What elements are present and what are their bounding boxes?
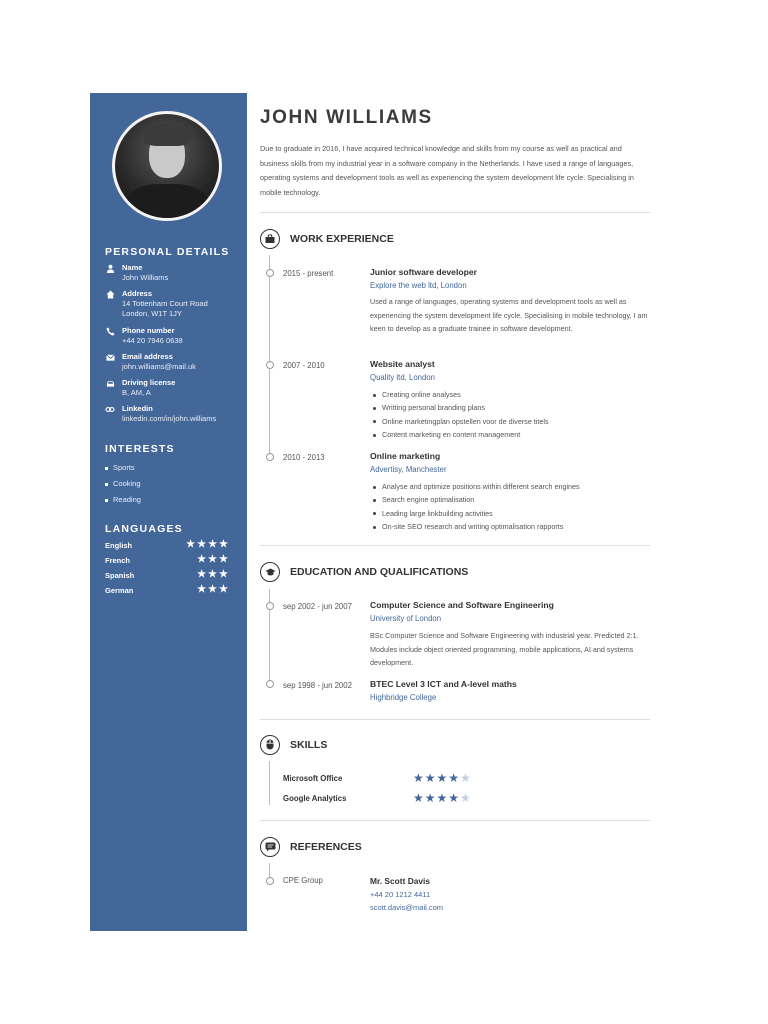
list-item: Writting personal branding plans — [370, 401, 549, 414]
skill-name: Microsoft Office — [283, 774, 343, 783]
timeline-line — [269, 761, 270, 805]
detail-label: Email address — [122, 352, 173, 361]
education-description: BSc Computer Science and Software Engineering with industrial year. Predicted 2:1. Modules include object oriented programming, mobile applications, AI and systems development. — [370, 631, 639, 667]
job-bullets — [370, 388, 549, 442]
detail-value: 14 Tottenham Court Road London, W1T 1JY — [122, 299, 208, 318]
email-icon — [105, 353, 115, 363]
interest-item: Reading — [105, 495, 141, 504]
reference-phone: +44 20 1212 4411 — [370, 890, 431, 899]
job-title: Junior software developer — [370, 267, 477, 277]
language-row — [105, 556, 230, 565]
work-experience-title: WORK EXPERIENCE — [290, 233, 394, 245]
skill-stars-on: ★★★★ — [413, 771, 461, 785]
language-name: French — [105, 556, 131, 565]
detail-label: Address — [122, 289, 153, 298]
education-school: University of London — [370, 614, 442, 623]
detail-value: +44 20 7946 0638 — [122, 336, 183, 345]
timeline-dot — [266, 361, 274, 369]
job-company: Advertisy, Manchester — [370, 465, 447, 474]
job-title: Online marketing — [370, 451, 441, 461]
list-item: Search engine optimalisation — [370, 493, 580, 506]
language-name: English — [105, 541, 133, 550]
education-school: Highbridge College — [370, 693, 437, 702]
job-bullets — [370, 480, 580, 534]
job-description: Used a range of languages, operating systems and development tools as well as experiencing the system development life cycle. Specialising in mobile technology, I am keen to develop as a graduate trainee in software development. — [370, 297, 648, 333]
car-icon — [105, 379, 115, 389]
education-title: Computer Science and Software Engineering — [370, 600, 554, 610]
language-row — [105, 541, 230, 550]
interest-item: Sports — [105, 463, 135, 472]
timeline-dot — [266, 269, 274, 277]
language-name: German — [105, 586, 134, 595]
timeline-dot — [266, 877, 274, 885]
interest-item: Cooking — [105, 479, 141, 488]
timeline-dot — [266, 453, 274, 461]
skill-stars-off: ★ — [460, 771, 472, 785]
skills-title: SKILLS — [290, 739, 328, 751]
job-title: Website analyst — [370, 359, 435, 369]
education-date: sep 2002 - jun 2007 — [283, 602, 352, 611]
references-title: REFERENCES — [290, 841, 362, 853]
briefcase-icon — [260, 229, 280, 249]
personal-details-title: PERSONAL DETAILS — [105, 246, 230, 258]
sidebar — [90, 93, 247, 931]
languages-title: LANGUAGES — [105, 523, 183, 535]
resume-page — [90, 93, 650, 931]
interests-title: INTERESTS — [105, 443, 175, 455]
reference-name: Mr. Scott Davis — [370, 876, 431, 886]
detail-label: Linkedin — [122, 404, 153, 413]
job-date: 2015 - present — [283, 269, 334, 278]
reference-org: CPE Group — [283, 876, 323, 885]
list-item: Analyse and optimize positions within different search engines — [370, 480, 580, 493]
list-item: Creating online analyses — [370, 388, 549, 401]
speech-bubble-icon — [260, 837, 280, 857]
divider — [260, 820, 650, 821]
detail-label: Name — [122, 263, 143, 272]
skill-stars-on: ★★★★ — [413, 791, 461, 805]
phone-icon — [105, 327, 115, 337]
skill-name: Google Analytics — [283, 794, 347, 803]
detail-label: Phone number — [122, 326, 175, 335]
language-stars: ★★★★ — [186, 539, 230, 550]
reference-email: scott.davis@mail.com — [370, 903, 444, 912]
timeline-line — [269, 255, 270, 461]
divider — [260, 212, 650, 213]
divider — [260, 545, 650, 546]
detail-value: linkedin.com/in/john.williams — [122, 414, 217, 423]
detail-value: john.williams@mail.uk — [122, 362, 196, 371]
skill-rating — [413, 771, 472, 785]
profile-photo — [112, 111, 222, 221]
list-item: Leading large linkbuilding activities — [370, 507, 580, 520]
list-item: On-site SEO research and writing optimalisation rapports — [370, 520, 580, 533]
profile-summary: Due to graduate in 2016, I have acquired technical knowledge and skills from my course as well as practical and business skills from my industrial year in a software company in the Netherlands. I have used a range of languages, operating systems and development tools as well as experiencing the system development life cycle. Specialising in mobile technology. — [260, 144, 634, 197]
detail-value: B, AM, A — [122, 388, 151, 397]
job-date: 2007 - 2010 — [283, 361, 325, 370]
language-row — [105, 586, 230, 595]
education-date: sep 1998 - jun 2002 — [283, 681, 352, 690]
skill-stars-off: ★ — [460, 791, 472, 805]
timeline-dot — [266, 602, 274, 610]
skill-rating — [413, 791, 472, 805]
language-stars: ★★★ — [197, 569, 230, 580]
user-icon — [105, 264, 115, 274]
detail-value: John Williams — [122, 273, 169, 282]
divider — [260, 719, 650, 720]
home-icon — [105, 290, 115, 300]
list-item: Online marketingplan opstellen voor de diverse titels — [370, 415, 549, 428]
list-item: Content marketing en content management — [370, 428, 549, 441]
job-company: Explore the web ltd, London — [370, 281, 467, 290]
language-stars: ★★★ — [197, 584, 230, 595]
education-title: BTEC Level 3 ICT and A-level maths — [370, 679, 517, 689]
job-date: 2010 - 2013 — [283, 453, 325, 462]
detail-label: Driving license — [122, 378, 176, 387]
job-company: Quality ltd, London — [370, 373, 436, 382]
language-stars: ★★★ — [197, 554, 230, 565]
full-name-heading: JOHN WILLIAMS — [260, 107, 433, 128]
language-name: Spanish — [105, 571, 135, 580]
education-title: EDUCATION AND QUALIFICATIONS — [290, 566, 469, 578]
link-icon — [105, 405, 115, 415]
timeline-dot — [266, 680, 274, 688]
graduation-cap-icon — [260, 562, 280, 582]
mouse-icon — [260, 735, 280, 755]
language-row — [105, 571, 230, 580]
